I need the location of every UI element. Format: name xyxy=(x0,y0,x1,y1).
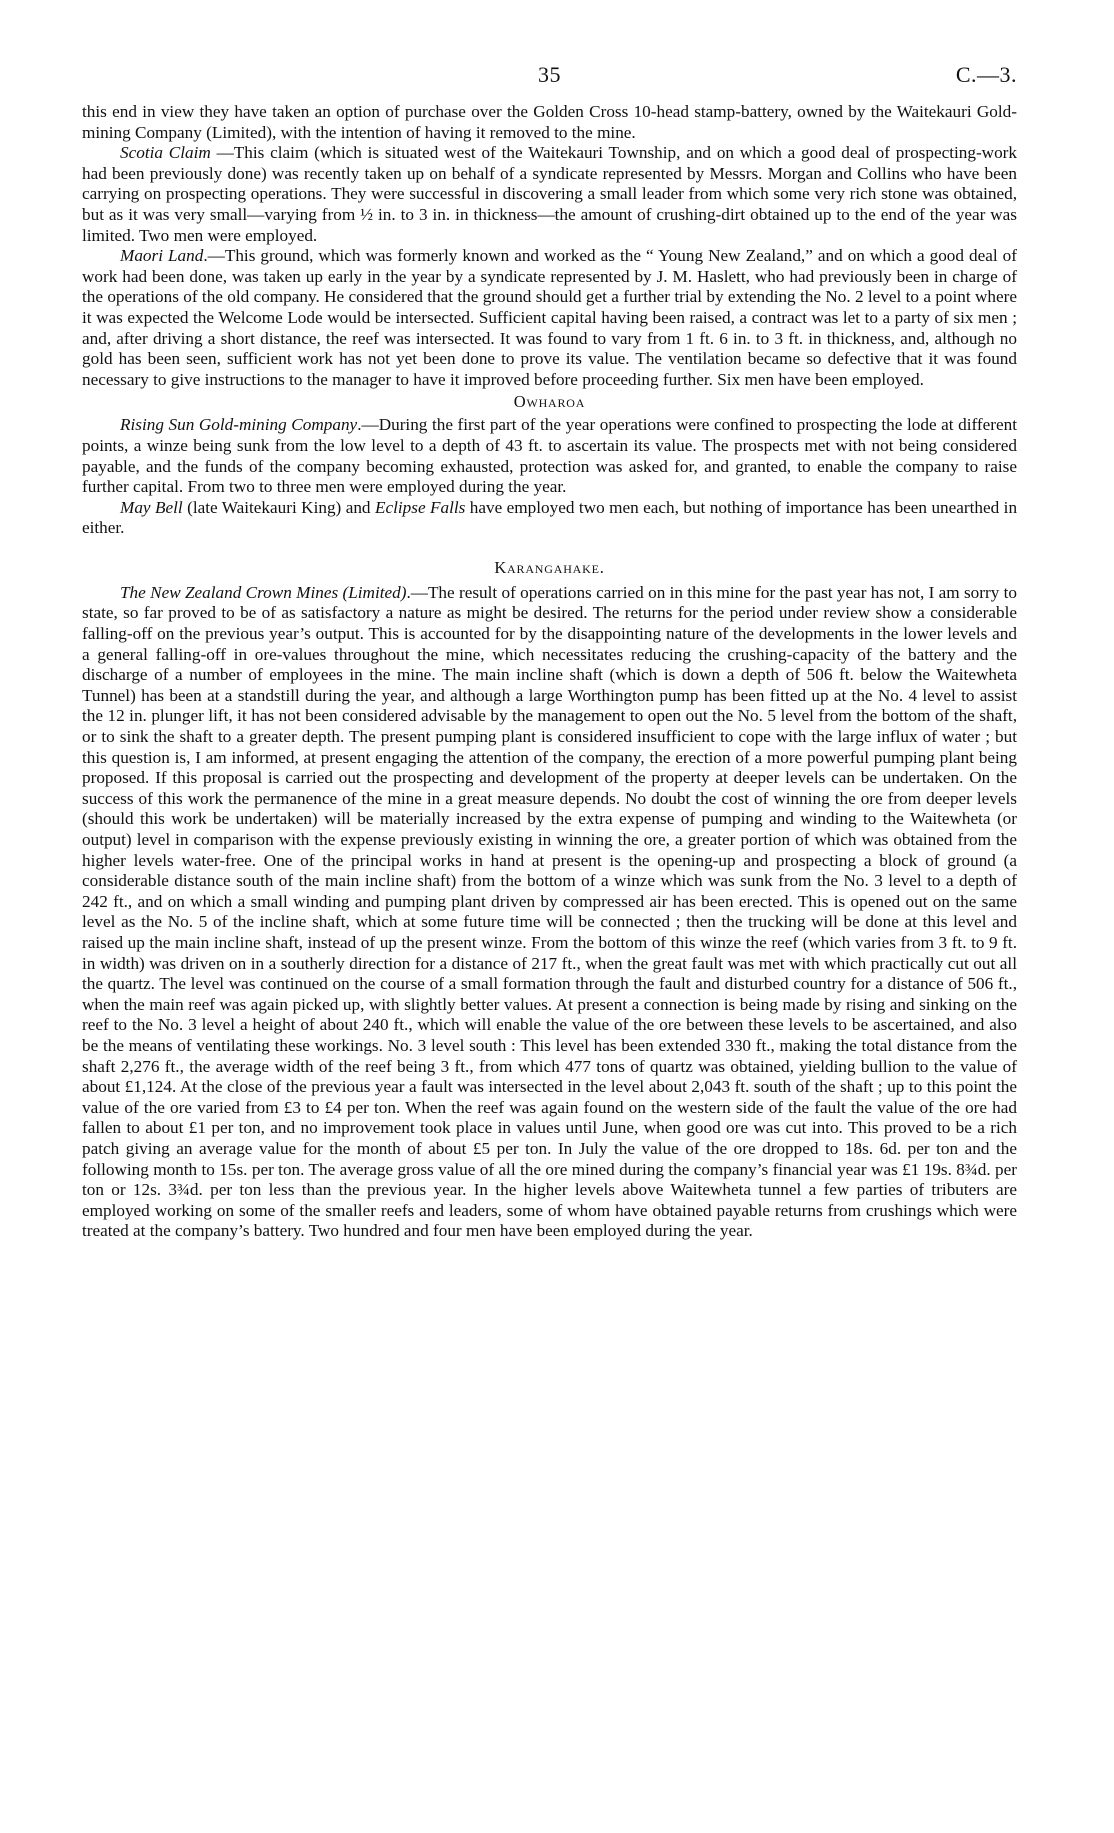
claim-name-scotia: Scotia Claim xyxy=(120,143,211,163)
paragraph-may-bell xyxy=(82,498,1017,539)
claim-name-crown-mines: The New Zealand Crown Mines (Limited) xyxy=(120,582,407,602)
paragraph-crown-mines-text: .—The result of operations carried on in this mine for the past year has not, I am sorry to state, so far proved to be of as satisfactory a nature as might be desired. The returns for the period under review show a considerable falling-off on the previous year’s output. This is accounted for by the disappointing nature of the developments in the lower levels and a general falling-off in ore-values throughout the mine, which necessitates reducing the crushing-capacity of the battery and the discharge of a number of employees in the mine. The main incline shaft (which is down a depth of 506 ft. below the Waitewheta Tunnel) has been at a standstill during the year, and although a large Worthington pump has been fitted up at the No. 4 level to assist the 12 in. plunger lift, it has not been considered advisable by the management to open out the No. 5 level from the bottom of the shaft, or to sink the shaft to a greater depth. The present pumping plant is considered insufficient to cope with the large influx of water ; but this question is, I am informed, at present engaging the attention of the company, the erection of a more powerful pumping plant being proposed. If this proposal is carried out the prospecting and development of the property at deeper levels can be undertaken. On the success of this work the permanence of the mine in a great measure depends. No doubt the cost of winning the ore from deeper levels (should this work be undertaken) will be materially increased by the extra expense of pumping and winding to the Waitewheta (or output) level in comparison with the expense previously existing in winning the ore, a greater portion of which was obtained from the higher levels water-free. One of the principal works in hand at present is the opening-up and prospecting a block of ground (a considerable distance south of the main incline shaft) from the bottom of a winze which was sunk from the No. 3 level to a depth of 242 ft., and on which a small winding and pumping plant driven by compressed air has been erected. This is opened out on the same level as the No. 5 of the incline shaft, which at some future time will be connected ; then the trucking will be done at this level and raised up the main incline shaft, instead of up the present winze. From the bottom of this winze the reef (which varies from 3 ft. to 9 ft. in width) was driven on in a southerly direction for a distance of 217 ft., when the great fault was met with which practically cut out all the quartz. The level was continued on the course of a small formation through the fault and disturbed country for a distance of 506 ft., when the main reef was again picked up, with slightly better values. At present a connection is being made by rising and sinking on the reef to the No. 3 level a height of about 240 ft., which will enable the value of the ore between these levels to be ascertained, and also be the means of ventilating these workings. No. 3 level south : This level has been extended 330 ft., making the total distance from the shaft 2,276 ft., the average width of the reef being 3 ft., from which 477 tons of quartz was obtained, yielding bullion to the value of about £1,124. At the close of the previous year a fault was intersected in the level about 2,043 ft. south of the shaft ; up to this point the value of the ore varied from £3 to £4 per ton. When the reef was again found on the western side of the fault the value of the ore had fallen to about £1 per ton, and no improvement took place in values until June, when good ore was cut into. This proved to be a rich patch giving an average value for the month of about £5 per ton. In July the value of the ore dropped to 18s. 6d. per ton and the following month to 15s. per ton. The average gross value of all the ore mined during the company’s financial year was £1 19s. 8¾d. per ton or 12s. 3¾d. per ton less than the previous year. In the higher levels above Waitewheta tunnel a few parties of tributers are employed working on some of the smaller reefs and leaders, some of whom have obtained payable returns from crushings which were treated at the company’s battery. Two hundred and four men have been employed during the year. xyxy=(82,582,1017,1241)
paragraph-crown-mines xyxy=(82,583,1017,1242)
claim-name-may-bell: May Bell xyxy=(120,497,183,517)
running-header xyxy=(82,62,1017,102)
paragraph-maori-text: .—This ground, which was formerly known and worked as the “ Young New Zealand,” and on which a good deal of work had been done, was taken up early in the year by a syndicate represented by J. M. Haslett, who had previously been in charge of the operations of the old company. He considered that the ground should get a further trial by extending the No. 2 level to a point where it was expected the Welcome Lode would be intersected. Sufficient capital having been raised, a contract was let to a party of six men ; and, after driving a short distance, the reef was intersected. It was found to vary from 1 ft. 6 in. to 3 ft. in thickness, and, although no gold has been seen, sufficient work has not yet been done to prove its value. The ventilation became so defective that it was found necessary to give instructions to the manager to have it improved before proceeding further. Six men have been employed. xyxy=(82,246,1017,389)
paragraph-may-bell-middle: (late Waitekauri King) and xyxy=(182,497,375,517)
document-page xyxy=(82,62,1017,1242)
claim-name-maori-land: Maori Land xyxy=(120,246,204,266)
paragraph-may-bell-text: have employed two men each, but nothing of importance has been unearthed in either. xyxy=(82,497,1018,538)
claim-name-rising-sun: Rising Sun Gold-mining Company xyxy=(120,415,358,435)
document-reference: C.—3. xyxy=(955,62,1017,87)
section-heading-karangahake: Karangahake. xyxy=(494,557,605,577)
paragraph-scotia-text: —This claim (which is situated west of the Waitekauri Township, and on which a good deal of prospecting-work had been previously done) was recently taken up on behalf of a syndicate represented by Messrs. Morgan and Collins who have been carrying on prospecting operations. They were successful in discovering a small leader from which some very rich stone was obtained, but as it was very small—varying from ½ in. to 3 in. in thickness—the amount of crushing-dirt obtained up to the end of the year was limited. Two men were employed. xyxy=(82,143,1018,245)
paragraph-rising-sun xyxy=(82,415,1017,497)
paragraph-intro: this end in view they have taken an option of purchase over the Golden Cross 10-head stamp-battery, owned by the Waitekauri Gold-mining Company (Limited), with the intention of having it removed to the mine. xyxy=(82,102,1017,142)
claim-name-eclipse-falls: Eclipse Falls xyxy=(374,497,466,517)
paragraph-rising-sun-text: .—During the first part of the year operations were confined to prospecting the lode at different points, a winze being sunk from the low level to a depth of 43 ft. to ascertain its value. The prospects met with not being considered payable, and the funds of the company becoming exhausted, protection was asked for, and granted, to enable the company to raise further capital. From two to three men were employed during the year. xyxy=(82,415,1018,497)
page-number: 35 xyxy=(538,62,561,87)
paragraph-scotia-claim xyxy=(82,143,1017,246)
paragraph-maori-land xyxy=(82,246,1017,390)
section-heading-owharoa: Owharoa xyxy=(513,392,586,412)
